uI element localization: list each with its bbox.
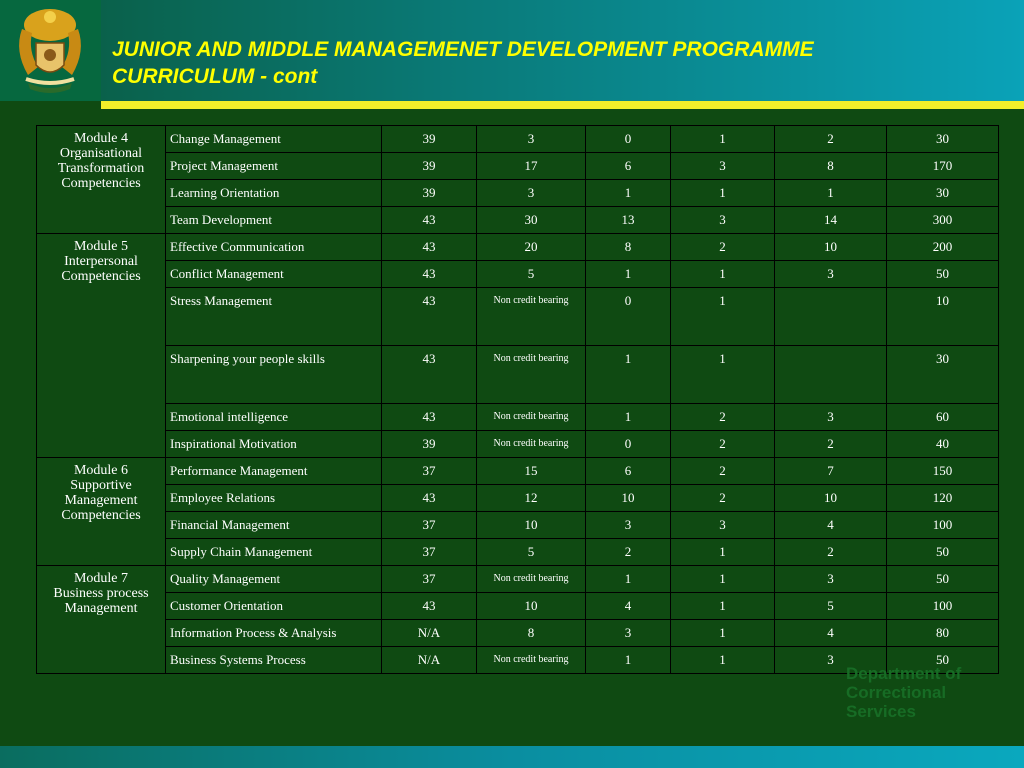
value-cell: 30: [887, 180, 999, 207]
value-cell: 3: [775, 566, 887, 593]
value-cell: 4: [775, 512, 887, 539]
value-cell: 6: [586, 458, 671, 485]
value-cell: Non credit bearing: [477, 288, 586, 346]
module-label-line: Competencies: [61, 176, 141, 191]
table-row: [37, 234, 999, 261]
value-cell: 7: [775, 458, 887, 485]
value-cell: 1: [671, 647, 775, 674]
value-cell: 13: [586, 207, 671, 234]
value-cell: 15: [477, 458, 586, 485]
value-cell: 10: [775, 234, 887, 261]
value-cell: 12: [477, 485, 586, 512]
value-cell: 3: [586, 512, 671, 539]
module-cell: [37, 126, 166, 234]
value-cell: 50: [887, 566, 999, 593]
department-watermark: [846, 664, 1021, 721]
value-cell: 8: [775, 153, 887, 180]
value-cell: 2: [671, 485, 775, 512]
accent-bar: [101, 101, 1024, 109]
watermark-line-1: Department of: [846, 664, 962, 683]
value-cell: 1: [775, 180, 887, 207]
value-cell: 30: [887, 346, 999, 404]
page-title: [112, 36, 1012, 90]
course-name-cell: Inspirational Motivation: [166, 431, 382, 458]
value-cell: 43: [382, 234, 477, 261]
value-cell: 39: [382, 180, 477, 207]
module-label-line: Interpersonal: [64, 254, 138, 269]
value-cell: Non credit bearing: [477, 404, 586, 431]
table-row: [37, 180, 999, 207]
value-cell: 0: [586, 431, 671, 458]
value-cell: 10: [775, 485, 887, 512]
value-cell: 2: [671, 431, 775, 458]
value-cell: 43: [382, 485, 477, 512]
module-label-line: Management: [64, 601, 138, 616]
course-name-cell: Quality Management: [166, 566, 382, 593]
table-row: [37, 593, 999, 620]
value-cell: 39: [382, 126, 477, 153]
course-name-cell: Business Systems Process: [166, 647, 382, 674]
value-cell: Non credit bearing: [477, 566, 586, 593]
value-cell: 3: [775, 404, 887, 431]
value-cell: Non credit bearing: [477, 346, 586, 404]
value-cell: 3: [671, 207, 775, 234]
course-name-cell: Stress Management: [166, 288, 382, 346]
table-row: [37, 620, 999, 647]
watermark-line-2: Correctional: [846, 683, 947, 702]
table-row: [37, 458, 999, 485]
value-cell: 43: [382, 207, 477, 234]
value-cell: 30: [887, 126, 999, 153]
value-cell: 43: [382, 288, 477, 346]
value-cell: 5: [477, 539, 586, 566]
value-cell: 50: [887, 261, 999, 288]
value-cell: [775, 288, 887, 346]
value-cell: 8: [586, 234, 671, 261]
value-cell: 1: [671, 180, 775, 207]
value-cell: 3: [775, 261, 887, 288]
table-row: [37, 261, 999, 288]
value-cell: Non credit bearing: [477, 647, 586, 674]
value-cell: 2: [671, 458, 775, 485]
logo-panel: [0, 0, 101, 101]
value-cell: 1: [586, 180, 671, 207]
value-cell: Non credit bearing: [477, 431, 586, 458]
module-label-line: Management: [64, 493, 138, 508]
value-cell: 2: [671, 234, 775, 261]
value-cell: 37: [382, 512, 477, 539]
value-cell: 2: [775, 126, 887, 153]
value-cell: 4: [775, 620, 887, 647]
value-cell: 39: [382, 431, 477, 458]
value-cell: 43: [382, 261, 477, 288]
course-name-cell: Customer Orientation: [166, 593, 382, 620]
value-cell: 120: [887, 485, 999, 512]
value-cell: 4: [586, 593, 671, 620]
value-cell: 5: [775, 593, 887, 620]
value-cell: 0: [586, 126, 671, 153]
value-cell: 3: [671, 153, 775, 180]
value-cell: 6: [586, 153, 671, 180]
value-cell: 39: [382, 153, 477, 180]
value-cell: 30: [477, 207, 586, 234]
table-row: [37, 346, 999, 404]
value-cell: 10: [586, 485, 671, 512]
value-cell: 3: [586, 620, 671, 647]
module-label-line: Competencies: [61, 269, 141, 284]
table-row: [37, 485, 999, 512]
module-label-line: Transformation: [57, 161, 145, 176]
value-cell: 2: [671, 404, 775, 431]
course-name-cell: Performance Management: [166, 458, 382, 485]
module-label-line: Module 7: [73, 571, 129, 586]
table-row: [37, 539, 999, 566]
value-cell: 170: [887, 153, 999, 180]
value-cell: 1: [586, 346, 671, 404]
value-cell: 14: [775, 207, 887, 234]
value-cell: 1: [586, 404, 671, 431]
course-name-cell: Financial Management: [166, 512, 382, 539]
module-label-line: Supportive: [70, 478, 132, 493]
table-row: [37, 566, 999, 593]
title-line-1: JUNIOR AND MIDDLE MANAGEMENET DEVELOPMENT PROGRAMME: [112, 38, 814, 61]
value-cell: 8: [477, 620, 586, 647]
value-cell: N/A: [382, 647, 477, 674]
value-cell: 37: [382, 539, 477, 566]
module-label-line: Module 5: [73, 239, 129, 254]
value-cell: 40: [887, 431, 999, 458]
module-cell: [37, 566, 166, 674]
table-row: [37, 153, 999, 180]
title-line-2: CURRICULUM - cont: [112, 65, 318, 88]
value-cell: 300: [887, 207, 999, 234]
value-cell: 1: [671, 288, 775, 346]
value-cell: 43: [382, 346, 477, 404]
course-name-cell: Learning Orientation: [166, 180, 382, 207]
course-name-cell: Team Development: [166, 207, 382, 234]
footer-bar: [0, 746, 1024, 768]
value-cell: 100: [887, 593, 999, 620]
value-cell: 1: [671, 566, 775, 593]
value-cell: 200: [887, 234, 999, 261]
course-name-cell: Information Process & Analysis: [166, 620, 382, 647]
value-cell: 50: [887, 647, 999, 674]
value-cell: 10: [477, 512, 586, 539]
header-banner: [0, 0, 1024, 101]
value-cell: 2: [586, 539, 671, 566]
value-cell: 37: [382, 458, 477, 485]
value-cell: 3: [477, 126, 586, 153]
module-label-line: Module 4: [73, 131, 129, 146]
value-cell: 1: [671, 261, 775, 288]
value-cell: 37: [382, 566, 477, 593]
table-row: [37, 431, 999, 458]
value-cell: [775, 346, 887, 404]
value-cell: 0: [586, 288, 671, 346]
course-name-cell: Emotional intelligence: [166, 404, 382, 431]
course-name-cell: Effective Communication: [166, 234, 382, 261]
module-label-line: Module 6: [73, 463, 129, 478]
module-label-line: Business process: [53, 586, 149, 601]
value-cell: 80: [887, 620, 999, 647]
value-cell: 50: [887, 539, 999, 566]
value-cell: 1: [671, 593, 775, 620]
course-name-cell: Sharpening your people skills: [166, 346, 382, 404]
value-cell: 43: [382, 404, 477, 431]
value-cell: 1: [671, 620, 775, 647]
value-cell: 20: [477, 234, 586, 261]
table-row: [37, 126, 999, 153]
value-cell: 2: [775, 539, 887, 566]
value-cell: 1: [671, 346, 775, 404]
table-row: [37, 288, 999, 346]
table-row: [37, 404, 999, 431]
value-cell: 1: [586, 261, 671, 288]
course-name-cell: Employee Relations: [166, 485, 382, 512]
value-cell: 1: [586, 647, 671, 674]
value-cell: 3: [477, 180, 586, 207]
value-cell: 150: [887, 458, 999, 485]
module-cell: [37, 234, 166, 458]
course-name-cell: Change Management: [166, 126, 382, 153]
course-name-cell: Supply Chain Management: [166, 539, 382, 566]
value-cell: 3: [775, 647, 887, 674]
value-cell: 17: [477, 153, 586, 180]
module-cell: [37, 458, 166, 566]
watermark-line-3: Services: [846, 702, 916, 721]
course-name-cell: Conflict Management: [166, 261, 382, 288]
module-label-line: Organisational: [59, 146, 143, 161]
table-row: [37, 207, 999, 234]
table-row: [37, 512, 999, 539]
value-cell: 3: [671, 512, 775, 539]
value-cell: 1: [671, 539, 775, 566]
value-cell: 10: [887, 288, 999, 346]
value-cell: 100: [887, 512, 999, 539]
value-cell: 60: [887, 404, 999, 431]
value-cell: 1: [671, 126, 775, 153]
coat-of-arms-icon: [8, 5, 92, 97]
value-cell: 5: [477, 261, 586, 288]
curriculum-table: [36, 125, 999, 674]
module-label-line: Competencies: [61, 508, 141, 523]
course-name-cell: Project Management: [166, 153, 382, 180]
value-cell: 1: [586, 566, 671, 593]
value-cell: 2: [775, 431, 887, 458]
value-cell: 43: [382, 593, 477, 620]
value-cell: 10: [477, 593, 586, 620]
value-cell: N/A: [382, 620, 477, 647]
